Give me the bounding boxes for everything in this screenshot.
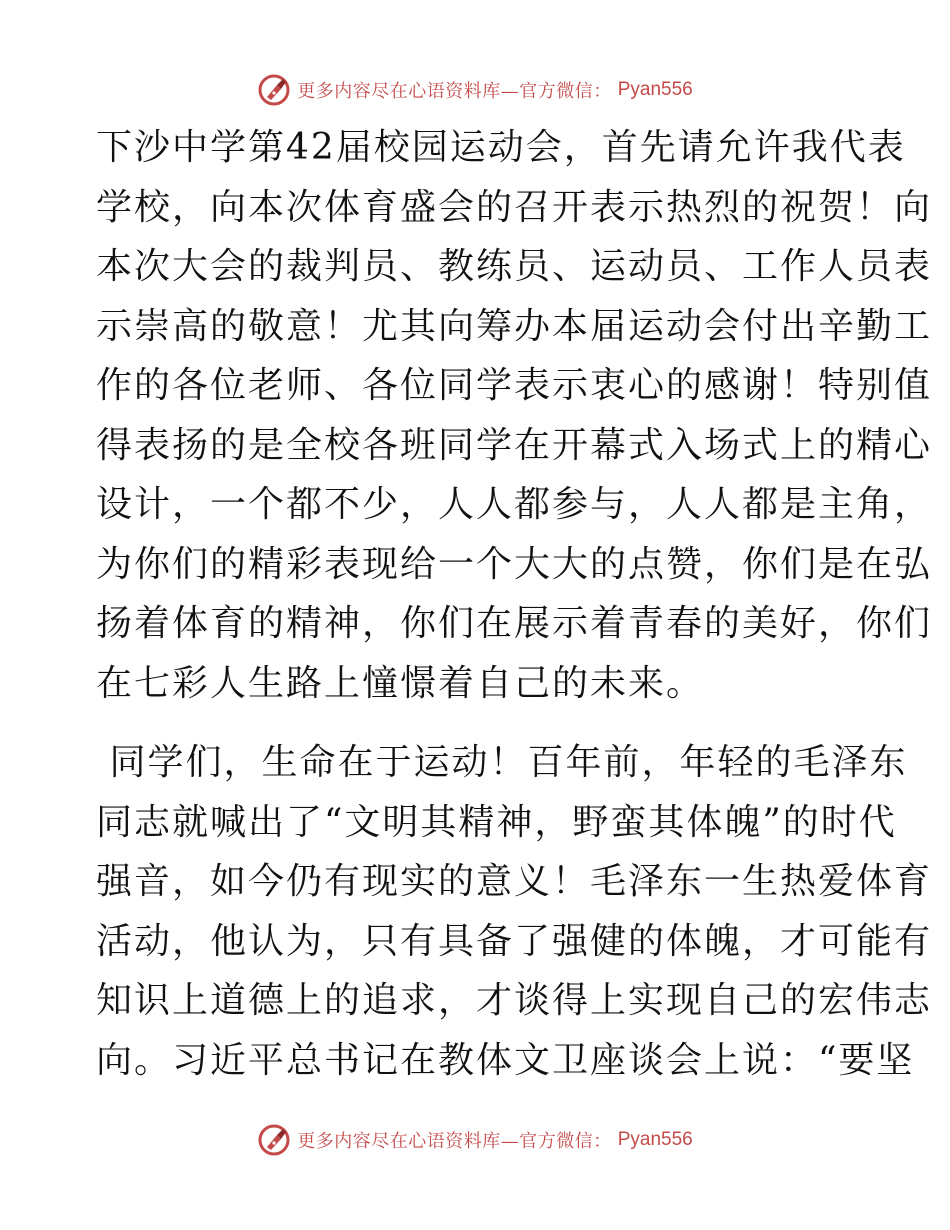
text-line: 本次大会的裁判员、教练员、运动员、工作人员表 bbox=[96, 246, 933, 287]
text-line: 强音，如今仍有现实的意义！毛泽东一生热爱体育 bbox=[96, 861, 933, 902]
text-line: 扬着体育的精神，你们在展示着青春的美好，你们 bbox=[96, 603, 933, 644]
banner-text-en: Pyan556 bbox=[617, 79, 693, 100]
text-line: 在七彩人生路上憧憬着自己的未来。 bbox=[96, 662, 705, 704]
paragraph-2 bbox=[96, 733, 933, 1090]
text-line: 向。习近平总书记在教体文卫座谈会上说：“要坚 bbox=[96, 1039, 915, 1081]
header-banner bbox=[0, 70, 950, 110]
pen-nib-logo-icon bbox=[257, 73, 291, 107]
text-line: 下沙中学第42届校园运动会，首先请允许我代表 bbox=[96, 127, 906, 168]
text-line: 学校，向本次体育盛会的召开表示热烈的祝贺！向 bbox=[96, 186, 933, 228]
text-line: 为你们的精彩表现给一个大大的点赞，你们是在弘 bbox=[96, 543, 933, 585]
paragraph-gap bbox=[96, 713, 856, 733]
text-line: 同志就喊出了“文明其精神，野蛮其体魄”的时代 bbox=[96, 801, 897, 843]
pen-nib-logo-icon bbox=[257, 1123, 291, 1157]
banner-text-cn: 更多内容尽在心语资料库—官方微信： bbox=[297, 1131, 612, 1152]
banner-text-en: Pyan556 bbox=[617, 1129, 693, 1150]
paragraph-1 bbox=[96, 118, 933, 713]
footer-banner bbox=[0, 1120, 950, 1160]
text-line: 设计，一个都不少，人人都参与，人人都是主角， bbox=[96, 484, 933, 525]
document-body bbox=[96, 118, 933, 1090]
text-line: 示崇高的敬意！尤其向筹办本届运动会付出辛勤工 bbox=[96, 305, 933, 347]
text-line: 同学们，生命在于运动！百年前，年轻的毛泽东 bbox=[96, 742, 908, 783]
text-line: 知识上道德上的追求，才谈得上实现自己的宏伟志 bbox=[96, 980, 933, 1021]
banner-text-cn: 更多内容尽在心语资料库—官方微信： bbox=[297, 81, 612, 102]
text-line: 作的各位老师、各位同学表示衷心的感谢！特别值 bbox=[96, 365, 933, 406]
text-line: 得表扬的是全校各班同学在开幕式入场式上的精心 bbox=[96, 424, 933, 466]
text-line: 活动，他认为，只有具备了强健的体魄，才可能有 bbox=[96, 920, 933, 962]
